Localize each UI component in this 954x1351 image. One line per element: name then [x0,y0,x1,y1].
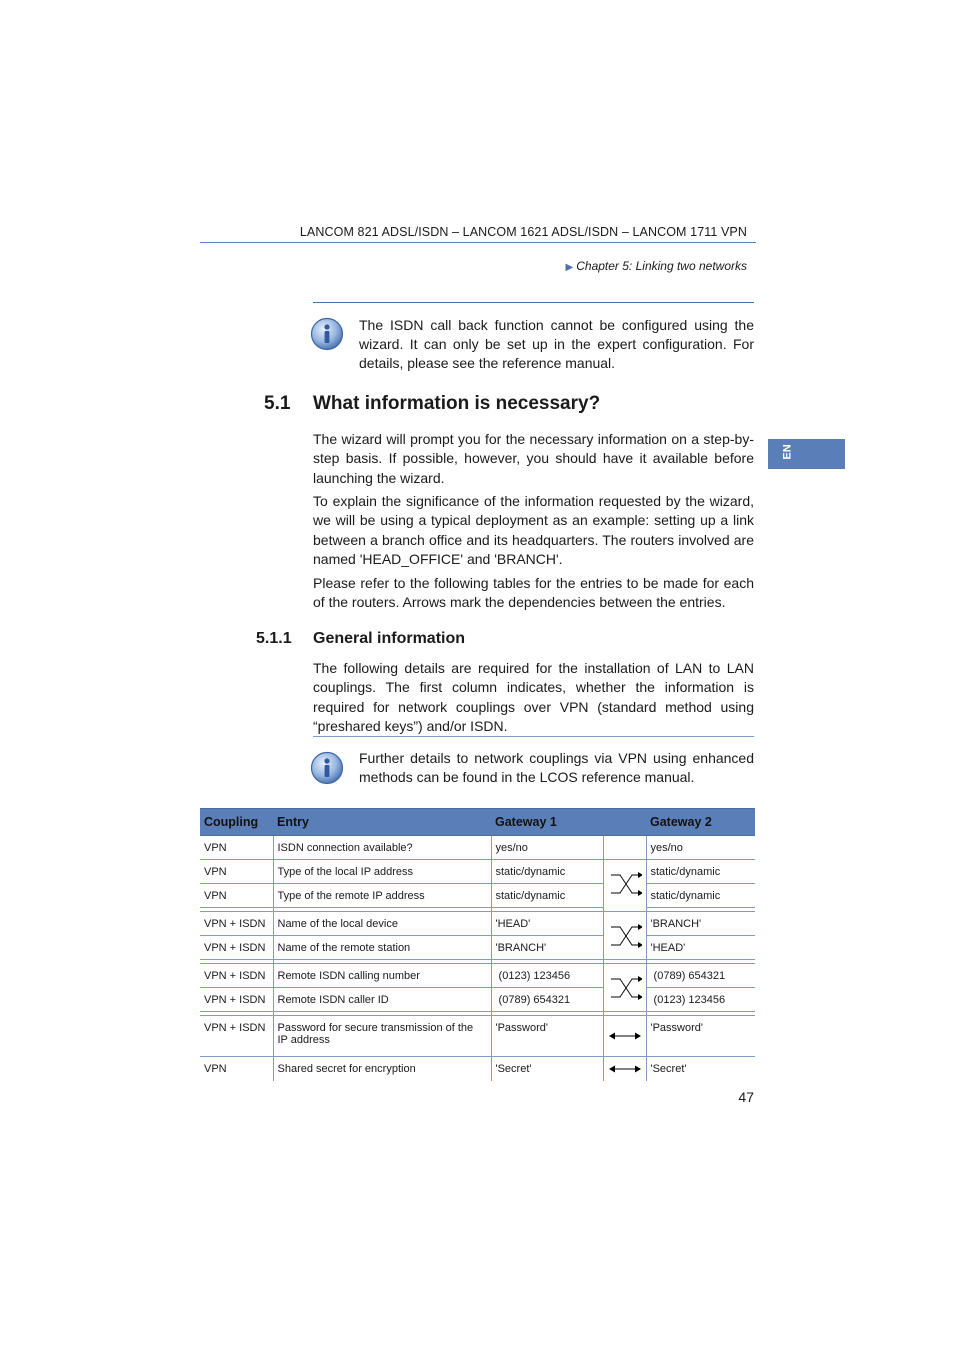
cell-entry: Type of the remote IP address [273,884,491,908]
cell-gateway-2: static/dynamic [646,884,755,908]
cell-entry: Remote ISDN caller ID [273,988,491,1012]
cell-gateway-2: yes/no [646,836,755,860]
cell-gateway-1: static/dynamic [491,884,603,908]
cell-gateway-2: 'Password' [646,1016,755,1057]
bidirectional-arrow-icon [608,1063,642,1075]
general-information-table [200,808,755,1081]
note-divider [313,736,754,737]
section-number: 5.1 [264,393,291,414]
info-icon [310,317,344,351]
paragraph: The wizard will prompt you for the necessary information on a step-by-step basis. If possible, however, you should have it available before launching the wizard. [313,431,754,486]
cell-arrow [603,1016,646,1057]
cell-entry: Type of the local IP address [273,860,491,884]
table-row [200,860,755,884]
cell-entry: Name of the local device [273,912,491,936]
cell-coupling: VPN + ISDN [200,936,273,960]
table-header-row [200,809,755,836]
cell-entry: Remote ISDN calling number [273,964,491,988]
cell-coupling: VPN [200,1057,273,1082]
cell-gateway-1: 'BRANCH' [491,936,603,960]
cell-coupling: VPN + ISDN [200,988,273,1012]
cell-coupling: VPN + ISDN [200,912,273,936]
note-vpn-methods: Further details to network couplings via VPN using enhanced methods can be found in the LCOS reference manual. [359,750,754,785]
cell-entry: Password for secure transmission of the IP address [273,1016,491,1057]
cell-gateway-1: 'HEAD' [491,912,603,936]
subsection-number: 5.1.1 [256,630,292,647]
cross-dependency-arrow-icon [608,919,642,953]
cell-entry: Shared secret for encryption [273,1057,491,1082]
subsection-title: General information [313,630,466,647]
cell-gateway-2: static/dynamic [646,860,755,884]
column-header-arrows [603,809,646,836]
cross-dependency-arrow-icon [608,867,642,901]
table-row [200,836,755,860]
info-icon [310,751,344,785]
cell-gateway-1: static/dynamic [491,860,603,884]
cell-gateway-1: 'Password' [491,1016,603,1057]
cell-coupling: VPN + ISDN [200,1016,273,1057]
column-header-entry: Entry [273,809,491,836]
column-header-coupling: Coupling [200,809,273,836]
table-row [200,884,755,908]
table-row [200,988,755,1012]
running-header: LANCOM 821 ADSL/ISDN – LANCOM 1621 ADSL/ISDN – LANCOM 1711 VPN [299,225,747,239]
cell-arrow [603,1057,646,1082]
cell-gateway-2: 'Secret' [650,1063,687,1075]
cell-arrow [603,836,646,860]
cell-coupling: VPN [200,836,273,860]
table-row [200,1016,755,1057]
cell-entry: ISDN connection available? [273,836,491,860]
cell-coupling: VPN + ISDN [200,964,273,988]
chapter-label: Chapter 5: Linking two networks [576,259,747,273]
cell-gateway-2: 'BRANCH' [646,912,755,936]
chapter-reference [500,259,747,273]
column-header-gateway-2: Gateway 2 [646,809,755,836]
section-title: What information is necessary? [313,393,601,414]
table-row [200,964,755,988]
paragraph: The following details are required for the installation of LAN to LAN couplings. The first column indicates, whether the information is required for network couplings over VPN (standard method using “preshared keys”) and/or ISDN. [313,660,754,734]
cell-gateway-2: (0789) 654321 [646,964,755,988]
paragraph: Please refer to the following tables for the entries to be made for each of the routers. Arrows mark the dependencies between the entries. [313,575,754,611]
cell-arrow [603,964,646,1012]
cross-dependency-arrow-icon [608,971,642,1005]
cell-arrow [603,912,646,960]
cell-gateway-2: (0123) 123456 [646,988,755,1012]
chapter-arrow-icon: ▶ [565,262,574,273]
note-divider [313,302,754,303]
cell-arrow [603,860,646,908]
section-heading [264,393,600,415]
cell-gateway-1: (0123) 123456 [491,964,603,988]
language-tab-label: EN [781,444,794,460]
cell-coupling: VPN [200,860,273,884]
language-tab [768,439,845,469]
cell-gateway-1: (0789) 654321 [491,988,603,1012]
cell-gateway-1: 'Secret' [491,1057,603,1082]
page-number: 47 [738,1089,754,1105]
cell-entry: Name of the remote station [273,936,491,960]
bidirectional-arrow-icon [608,1030,642,1042]
cell-gateway-1: yes/no [491,836,603,860]
note-callback: The ISDN call back function cannot be configured using the wizard. It can only be set up in the expert configuration. For details, please see the reference manual. [359,317,754,371]
cell-gateway-2: 'HEAD' [646,936,755,960]
table-row [200,912,755,936]
paragraph: To explain the significance of the information requested by the wizard, we will be using a typical deployment as an example: setting up a link between a branch office and its headquarters. The routers involved are named 'HEAD_OFFICE' and 'BRANCH'. [313,493,754,567]
cell-coupling: VPN [200,884,273,908]
header-rule [200,242,756,243]
column-header-gateway-1: Gateway 1 [491,809,603,836]
subsection-heading [256,630,465,648]
table-row [200,936,755,960]
table-row [200,1057,755,1082]
